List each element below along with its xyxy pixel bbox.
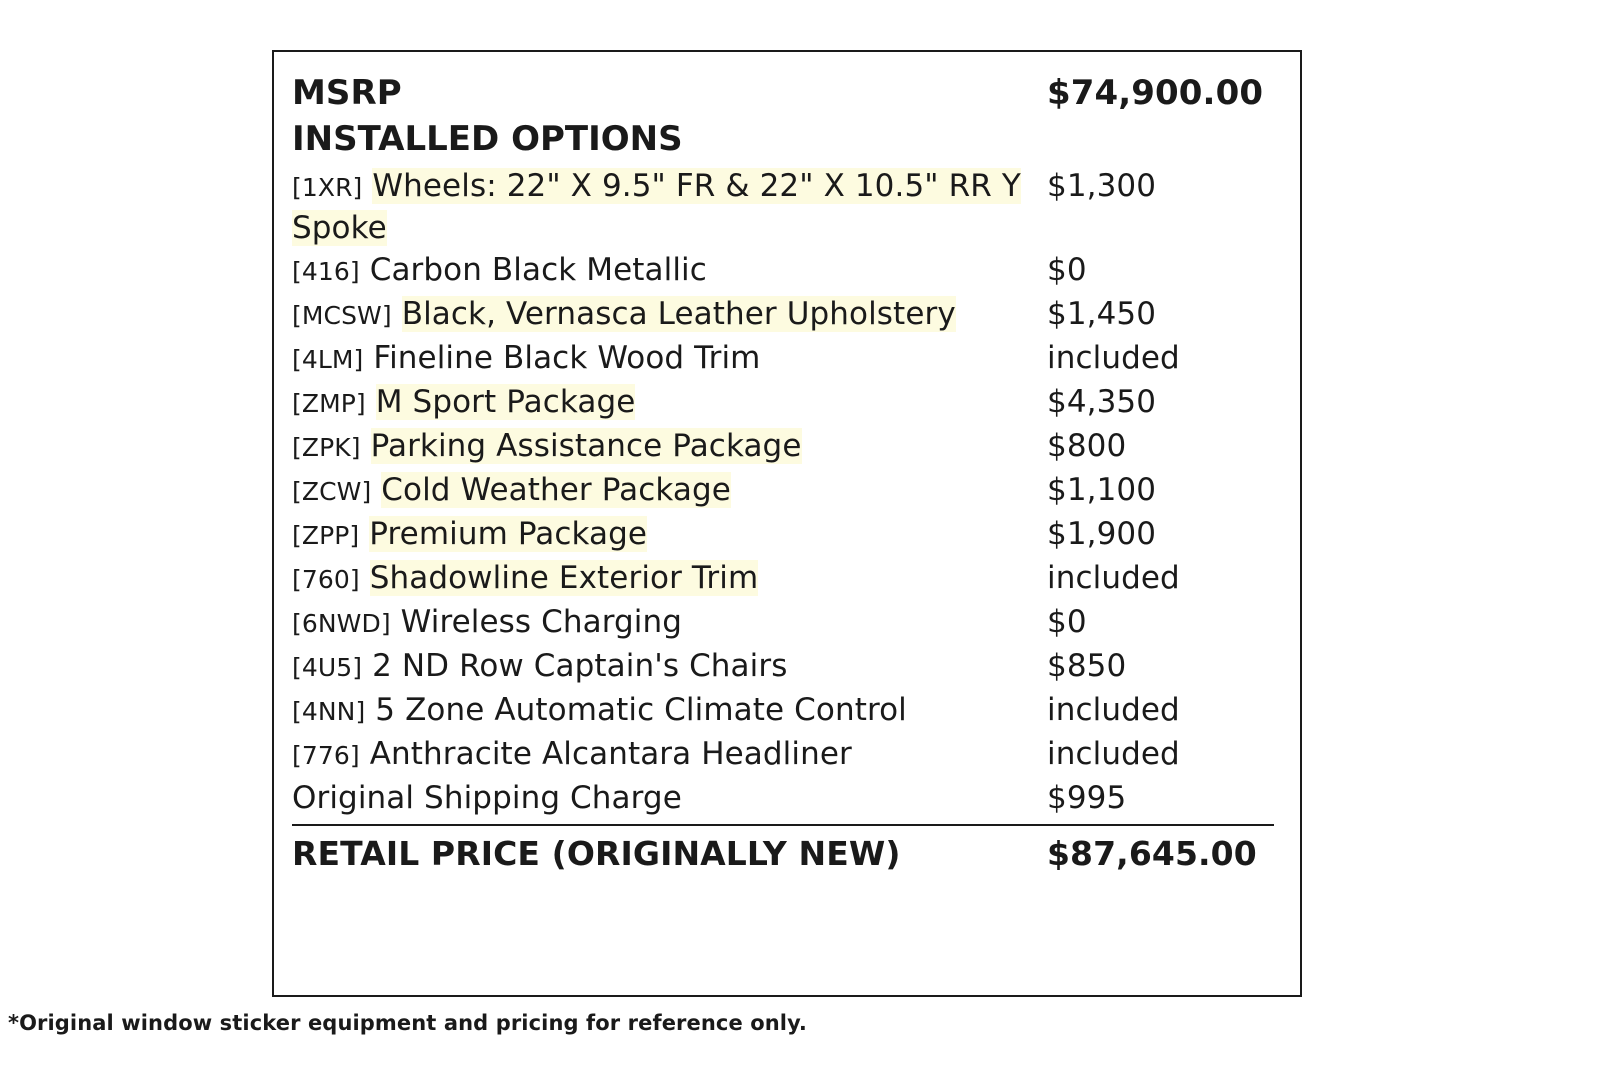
option-row <box>292 558 1274 600</box>
option-label <box>292 778 1047 818</box>
option-label <box>292 382 1047 424</box>
option-name: M Sport Package <box>375 384 636 420</box>
option-row <box>292 690 1274 732</box>
option-name: 5 Zone Automatic Climate Control <box>375 692 907 728</box>
option-row <box>292 602 1274 644</box>
option-price: $800 <box>1047 428 1127 464</box>
option-row <box>292 338 1274 380</box>
option-price: $1,300 <box>1047 168 1157 204</box>
option-name: Cold Weather Package <box>381 472 731 508</box>
option-code: [776] <box>292 741 360 770</box>
window-sticker-panel <box>272 50 1302 997</box>
option-label <box>292 166 1047 248</box>
option-code: [ZMP] <box>292 389 366 418</box>
option-name: Parking Assistance Package <box>370 428 802 464</box>
option-code: [ZCW] <box>292 477 372 506</box>
option-price: $0 <box>1047 252 1087 288</box>
option-row <box>292 250 1274 292</box>
option-label <box>292 470 1047 512</box>
option-name: Wireless Charging <box>400 604 683 640</box>
option-price: included <box>1047 340 1180 376</box>
option-code: [MCSW] <box>292 301 392 330</box>
option-row <box>292 778 1274 818</box>
option-name: 2 ND Row Captain's Chairs <box>372 648 788 684</box>
option-label <box>292 734 1047 776</box>
option-row <box>292 514 1274 556</box>
option-name: Fineline Black Wood Trim <box>373 340 761 376</box>
msrp-value: $74,900.00 <box>1047 73 1264 113</box>
option-label <box>292 558 1047 600</box>
option-row <box>292 294 1274 336</box>
option-name: Premium Package <box>369 516 648 552</box>
total-divider <box>292 824 1274 826</box>
retail-price-label: RETAIL PRICE (ORIGINALLY NEW) <box>292 834 901 873</box>
option-label <box>292 646 1047 688</box>
option-code: [760] <box>292 565 360 594</box>
option-code: [4LM] <box>292 345 364 374</box>
option-row <box>292 166 1274 248</box>
option-price: included <box>1047 692 1180 728</box>
option-price: $4,350 <box>1047 384 1157 420</box>
option-row <box>292 426 1274 468</box>
option-price: $0 <box>1047 604 1087 640</box>
msrp-row <box>292 70 1274 116</box>
option-price: $1,100 <box>1047 472 1157 508</box>
retail-price-value: $87,645.00 <box>1047 834 1257 873</box>
option-label <box>292 338 1047 380</box>
option-code: [ZPK] <box>292 433 361 462</box>
option-price: $995 <box>1047 780 1127 816</box>
option-row <box>292 470 1274 512</box>
option-label <box>292 602 1047 644</box>
option-code: [ZPP] <box>292 521 360 550</box>
msrp-label: MSRP <box>292 73 402 113</box>
option-price: $1,450 <box>1047 296 1157 332</box>
option-code: [416] <box>292 257 360 286</box>
option-row <box>292 646 1274 688</box>
option-code: [4NN] <box>292 697 366 726</box>
retail-price-row <box>292 830 1274 878</box>
option-name: Wheels: 22" X 9.5" FR & 22" X 10.5" RR Y Spoke <box>292 168 1021 246</box>
footnote: *Original window sticker equipment and pricing for reference only. <box>8 1011 808 1035</box>
option-price: $1,900 <box>1047 516 1157 552</box>
option-label <box>292 294 1047 336</box>
installed-options-title: INSTALLED OPTIONS <box>292 119 683 159</box>
option-name: Black, Vernasca Leather Upholstery <box>401 296 956 332</box>
option-label <box>292 690 1047 732</box>
option-row <box>292 734 1274 776</box>
option-price: included <box>1047 736 1180 772</box>
option-label <box>292 250 1047 292</box>
option-name: Original Shipping Charge <box>292 780 682 816</box>
option-label <box>292 426 1047 468</box>
option-name: Anthracite Alcantara Headliner <box>369 736 852 772</box>
option-code: [1XR] <box>292 173 363 202</box>
option-row <box>292 382 1274 424</box>
option-code: [6NWD] <box>292 609 391 638</box>
option-price: included <box>1047 560 1180 596</box>
option-price: $850 <box>1047 648 1127 684</box>
option-name: Shadowline Exterior Trim <box>369 560 759 596</box>
option-name: Carbon Black Metallic <box>369 252 707 288</box>
option-label <box>292 514 1047 556</box>
option-code: [4U5] <box>292 653 363 682</box>
installed-options-list <box>292 166 1274 818</box>
